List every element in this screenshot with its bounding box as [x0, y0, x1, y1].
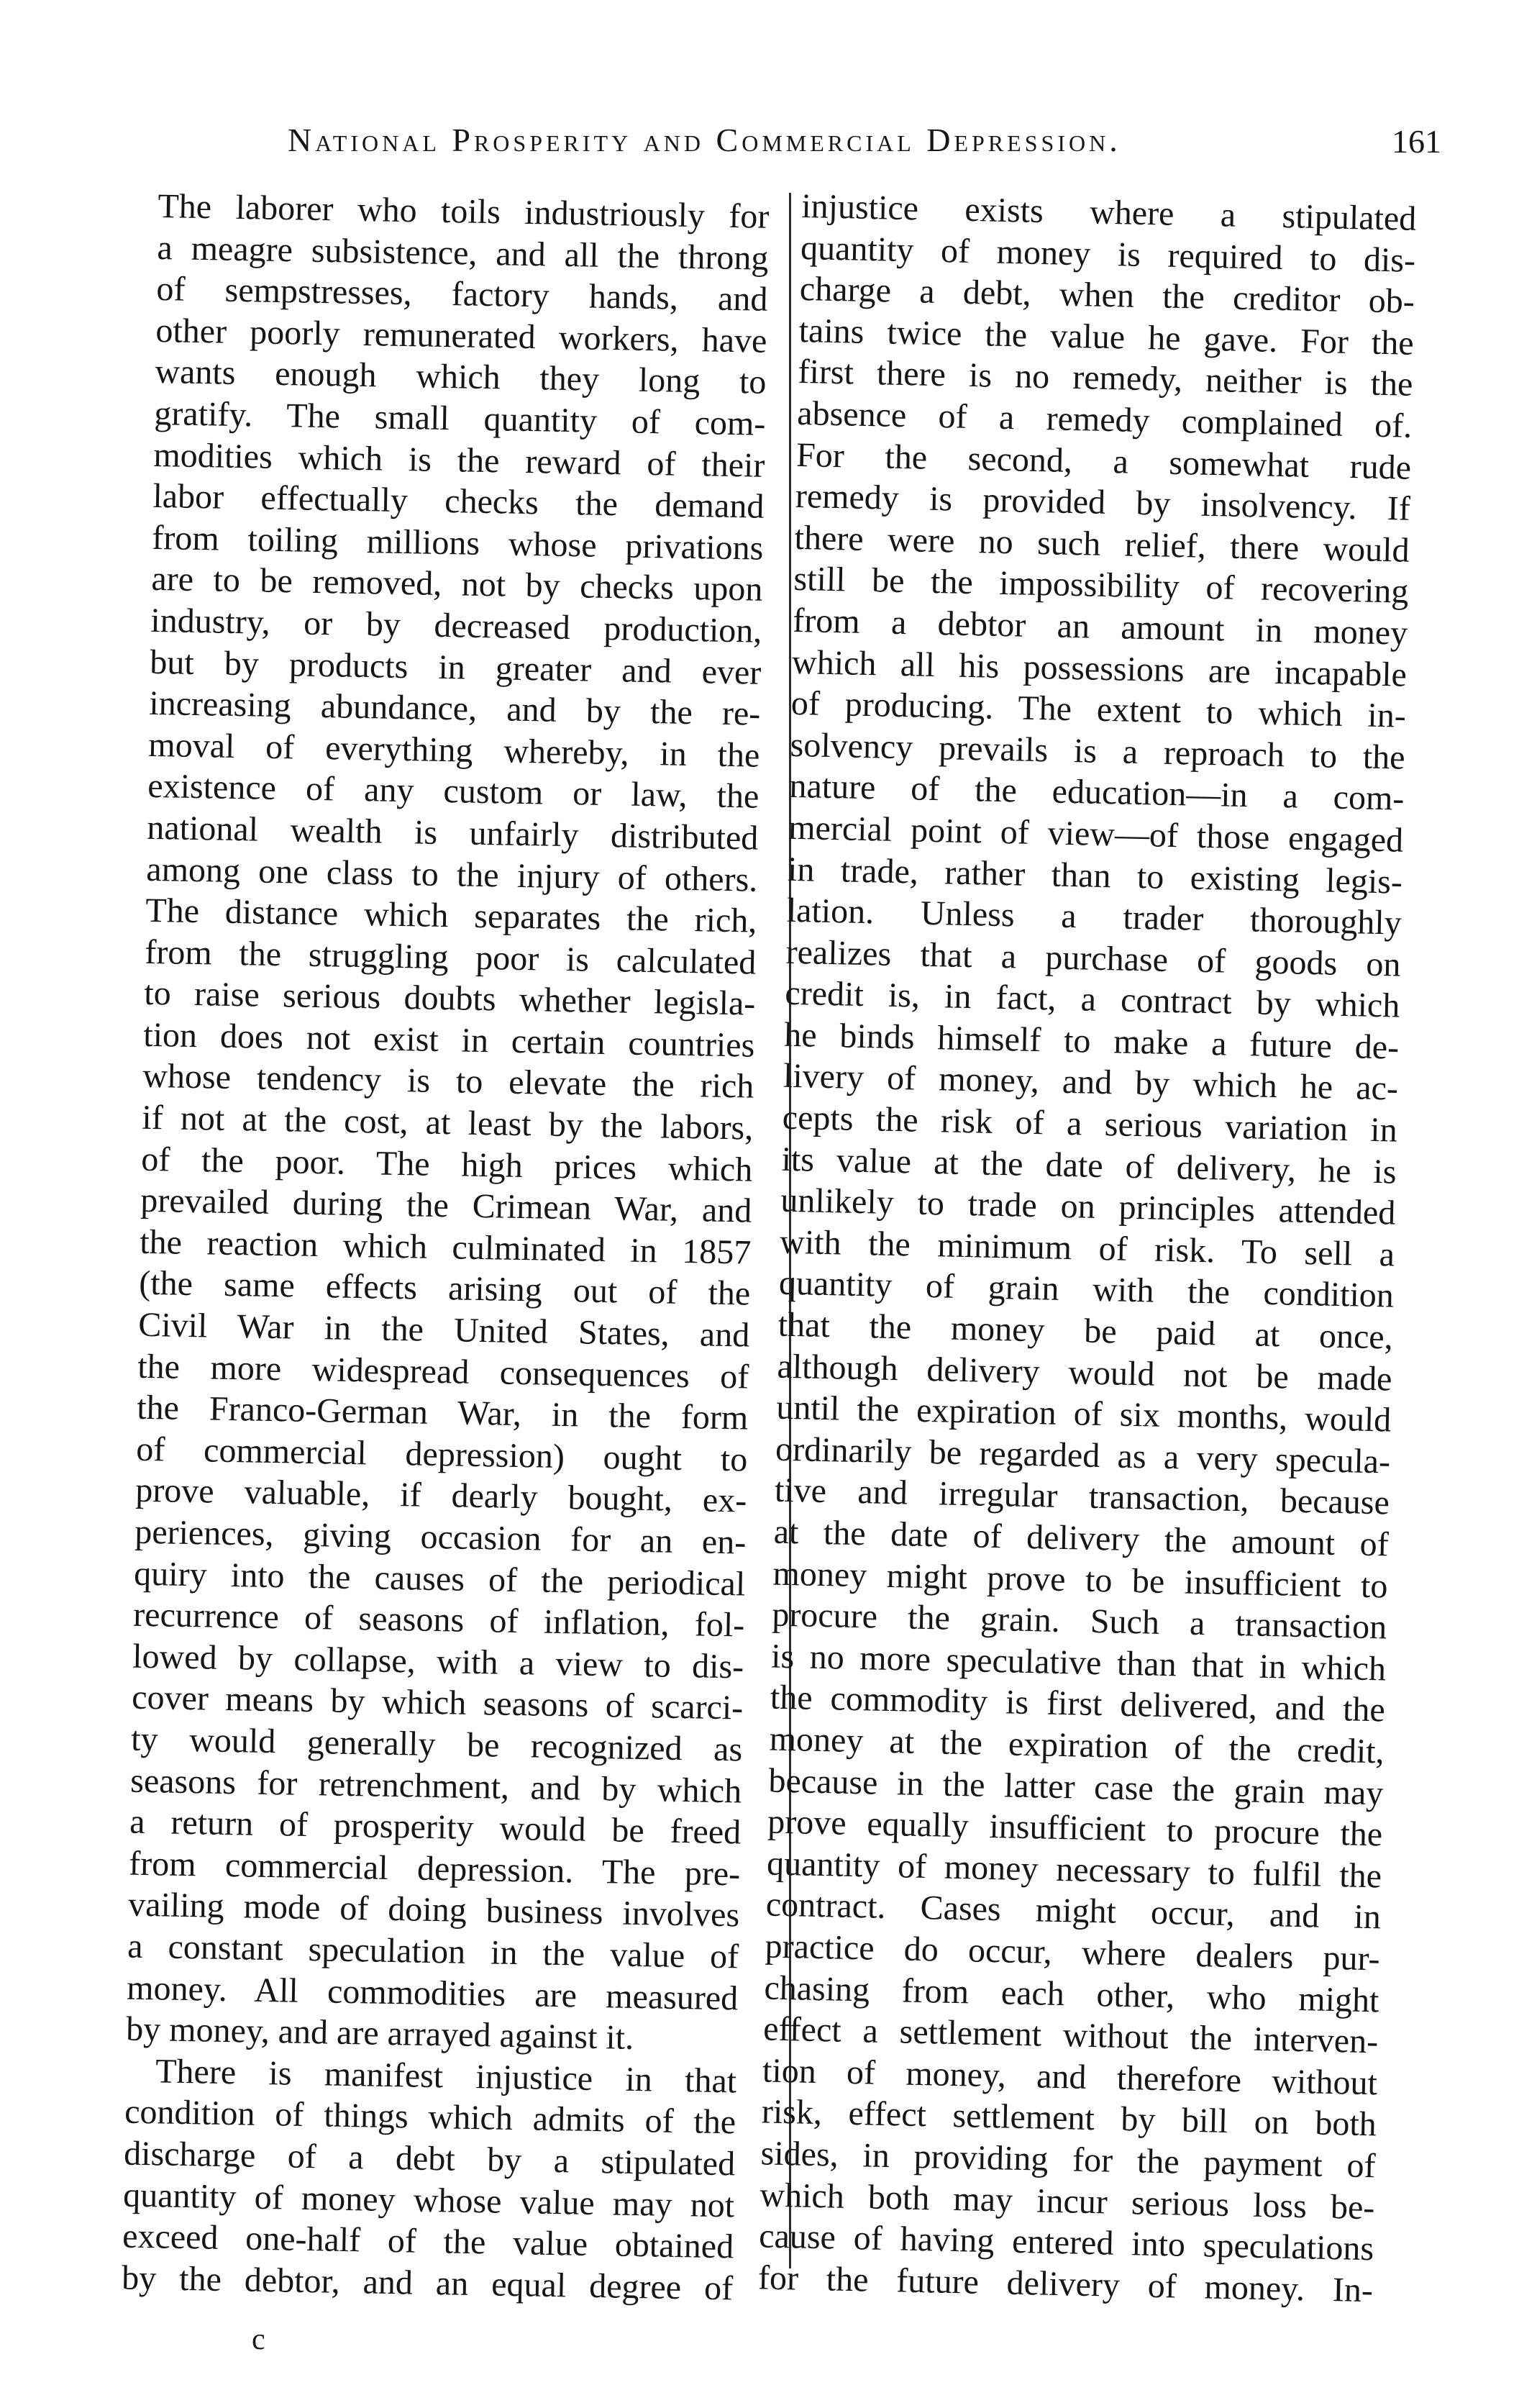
- text-line: risk, effect settlement by bill on both: [761, 2092, 1377, 2144]
- text-line: which all his possessions are incapable: [791, 642, 1408, 694]
- text-line: For the second, a somewhat rude: [795, 435, 1412, 487]
- text-line: by the debtor, and an equal degree of: [121, 2258, 734, 2308]
- text-line: quantity of money necessary to fulfil the: [766, 1844, 1382, 1896]
- text-line: solvency prevails is a reproach to the: [790, 725, 1406, 777]
- text-line: of the poor. The high prices which: [140, 1140, 753, 1189]
- text-line: but by products in greater and ever: [149, 642, 762, 692]
- text-line: a constant speculation in the value of: [127, 1927, 739, 1976]
- text-line: increasing abundance, and by the re-: [148, 684, 761, 733]
- text-line: the more widespread consequences of: [137, 1347, 749, 1396]
- text-line: labor effectually checks the demand: [152, 477, 765, 526]
- text-line: for the future delivery of money. In-: [757, 2258, 1374, 2309]
- text-line: procure the grain. Such a transaction: [771, 1595, 1387, 1647]
- text-line: exceed one-half of the value obtained: [122, 2217, 734, 2266]
- page-number: 161: [1392, 123, 1441, 160]
- text-line: chasing from each other, who might: [763, 1968, 1379, 2019]
- text-line: absence of a remedy complained of.: [796, 394, 1413, 445]
- text-line: of sempstresses, factory hands, and: [156, 270, 768, 319]
- running-title: National Prosperity and Commercial Depression.: [288, 122, 1121, 158]
- text-line: quantity of grain with the condition: [778, 1264, 1395, 1316]
- text-line: livery of money, and by which he ac-: [783, 1057, 1399, 1109]
- text-line: are to be removed, not by checks upon: [150, 560, 763, 609]
- text-line: there were no such relief, there would: [794, 518, 1410, 570]
- text-line: money at the expiration of the credit,: [769, 1719, 1385, 1771]
- text-line: among one class to the injury of others.: [145, 850, 758, 899]
- paragraph-start-line: There is manifest injustice in that: [155, 2052, 737, 2101]
- text-line: seasons for retrenchment, and by which: [129, 1761, 742, 1811]
- signature-mark: c: [252, 2323, 265, 2356]
- text-line: contract. Cases might occur, and in: [765, 1885, 1382, 1937]
- text-line: if not at the cost, at least by the labors,: [141, 1098, 754, 1148]
- text-line: to raise serious doubts whether legisla-: [143, 974, 756, 1023]
- text-line: prove equally insufficient to procure the: [767, 1802, 1383, 1854]
- text-line: existence of any custom or law, the: [147, 767, 760, 817]
- text-line: practice do occur, where dealers pur-: [765, 1927, 1381, 1978]
- text-line: cause of having entered into speculations: [758, 2217, 1374, 2268]
- text-line: prove valuable, if dearly bought, ex-: [134, 1471, 747, 1520]
- text-line: The laborer who toils industriously for: [158, 186, 770, 236]
- text-line: periences, giving occasion for an en-: [134, 1512, 747, 1562]
- text-line: moval of everything whereby, in the: [147, 725, 760, 775]
- text-line: mercial point of view—of those engaged: [788, 808, 1404, 860]
- text-line: discharge of a debt by a stipulated: [123, 2134, 736, 2184]
- text-line: money. All commodities are measured: [126, 1968, 739, 2017]
- text-line: prevailed during the Crimean War, and: [140, 1181, 752, 1230]
- text-line: from toiling millions whose privations: [151, 518, 764, 568]
- text-line: he binds himself to make a future de-: [783, 1015, 1400, 1067]
- text-line: sides, in providing for the payment of: [760, 2134, 1377, 2186]
- text-line: money might prove to be insufficient to: [772, 1554, 1388, 1606]
- text-line: injustice exists where a stipulated: [800, 186, 1417, 238]
- text-line: nature of the education—in a com-: [788, 767, 1405, 819]
- text-line: quantity of money whose value may not: [122, 2176, 735, 2225]
- text-line: remedy is provided by insolvency. If: [795, 477, 1411, 528]
- text-line: is no more speculative than that in which: [770, 1637, 1387, 1689]
- left-column: [122, 186, 770, 2309]
- text-line: the Franco-German War, in the form: [136, 1388, 749, 1437]
- right-column: [757, 186, 1416, 2312]
- text-line: whose tendency is to elevate the rich: [142, 1057, 754, 1107]
- text-line: by money, and are arrayed against it.: [125, 2009, 634, 2058]
- text-line: effect a settlement without the interven-: [762, 2009, 1379, 2061]
- text-line: its value at the date of delivery, he is: [781, 1140, 1397, 1191]
- text-line: wants enough which they long to: [155, 353, 767, 402]
- text-line: from the struggling poor is calculated: [144, 932, 757, 982]
- text-line: lowed by collapse, with a view to dis-: [132, 1637, 744, 1686]
- text-line: Civil War in the United States, and: [137, 1305, 750, 1355]
- text-line: of producing. The extent to which in-: [790, 683, 1407, 735]
- text-line: tion of money, and therefore without: [762, 2051, 1378, 2103]
- text-line: although delivery would not be made: [777, 1347, 1392, 1399]
- text-line: other poorly remunerated workers, have: [155, 311, 767, 360]
- text-line: tion does not exist in certain countries: [142, 1015, 755, 1065]
- text-line: until the expiration of six months, would: [775, 1388, 1392, 1440]
- text-line: gratify. The small quantity of com-: [154, 394, 766, 443]
- text-line: quiry into the causes of the periodical: [133, 1554, 746, 1604]
- text-line: with the minimum of risk. To sell a: [779, 1222, 1395, 1274]
- text-line: modities which is the reward of their: [153, 435, 765, 485]
- text-line: lation. Unless a trader thoroughly: [786, 891, 1402, 942]
- text-line: the reaction which culminated in 1857: [139, 1222, 752, 1272]
- text-line: cepts the risk of a serious variation in: [782, 1098, 1398, 1150]
- text-line: of commercial depression) ought to: [135, 1430, 748, 1479]
- text-line: in trade, rather than to existing legis-: [787, 850, 1403, 901]
- text-line: at the date of delivery the amount of: [773, 1512, 1390, 1564]
- text-line: because in the latter case the grain may: [768, 1761, 1384, 1812]
- text-line: a meagre subsistence, and all the throng: [157, 228, 769, 278]
- text-line: tive and irregular transaction, because: [774, 1471, 1390, 1522]
- text-line: The distance which separates the rich,: [145, 891, 757, 940]
- text-line: that the money be paid at once,: [777, 1305, 1394, 1357]
- text-line: first there is no remedy, neither is the: [798, 353, 1413, 404]
- text-line: ordinarily be regarded as a very specula-: [775, 1430, 1391, 1481]
- text-line: from commercial depression. The pre-: [128, 1844, 741, 1894]
- text-line: national wealth is unfairly distributed: [146, 808, 759, 858]
- text-line: condition of things which admits of the: [124, 2092, 736, 2142]
- text-line: charge a debt, when the creditor ob-: [799, 270, 1415, 322]
- text-line: tains twice the value he gave. For the: [798, 311, 1415, 363]
- text-line: credit is, in fact, a contract by which: [784, 974, 1400, 1025]
- text-line: industry, or by decreased production,: [150, 601, 762, 650]
- text-line: which both may incur serious loss be-: [759, 2175, 1375, 2227]
- text-line: cover means by which seasons of scarci-: [131, 1678, 744, 1727]
- text-line: (the same effects arising out of the: [138, 1264, 751, 1314]
- text-line: realizes that a purchase of goods on: [785, 932, 1402, 984]
- text-line: quantity of money is required to dis-: [800, 228, 1416, 280]
- text-line: from a debtor an amount in money: [792, 601, 1408, 653]
- text-line: the commodity is first delivered, and the: [770, 1678, 1386, 1730]
- text-line: a return of prosperity would be freed: [129, 1802, 742, 1852]
- text-line: vailing mode of doing business involves: [127, 1885, 740, 1935]
- text-line: still be the impossibility of recovering: [793, 560, 1409, 612]
- text-line: unlikely to trade on principles attended: [780, 1181, 1396, 1232]
- text-line: recurrence of seasons of inflation, fol-: [132, 1595, 745, 1645]
- text-line: ty would generally be recognized as: [130, 1719, 743, 1769]
